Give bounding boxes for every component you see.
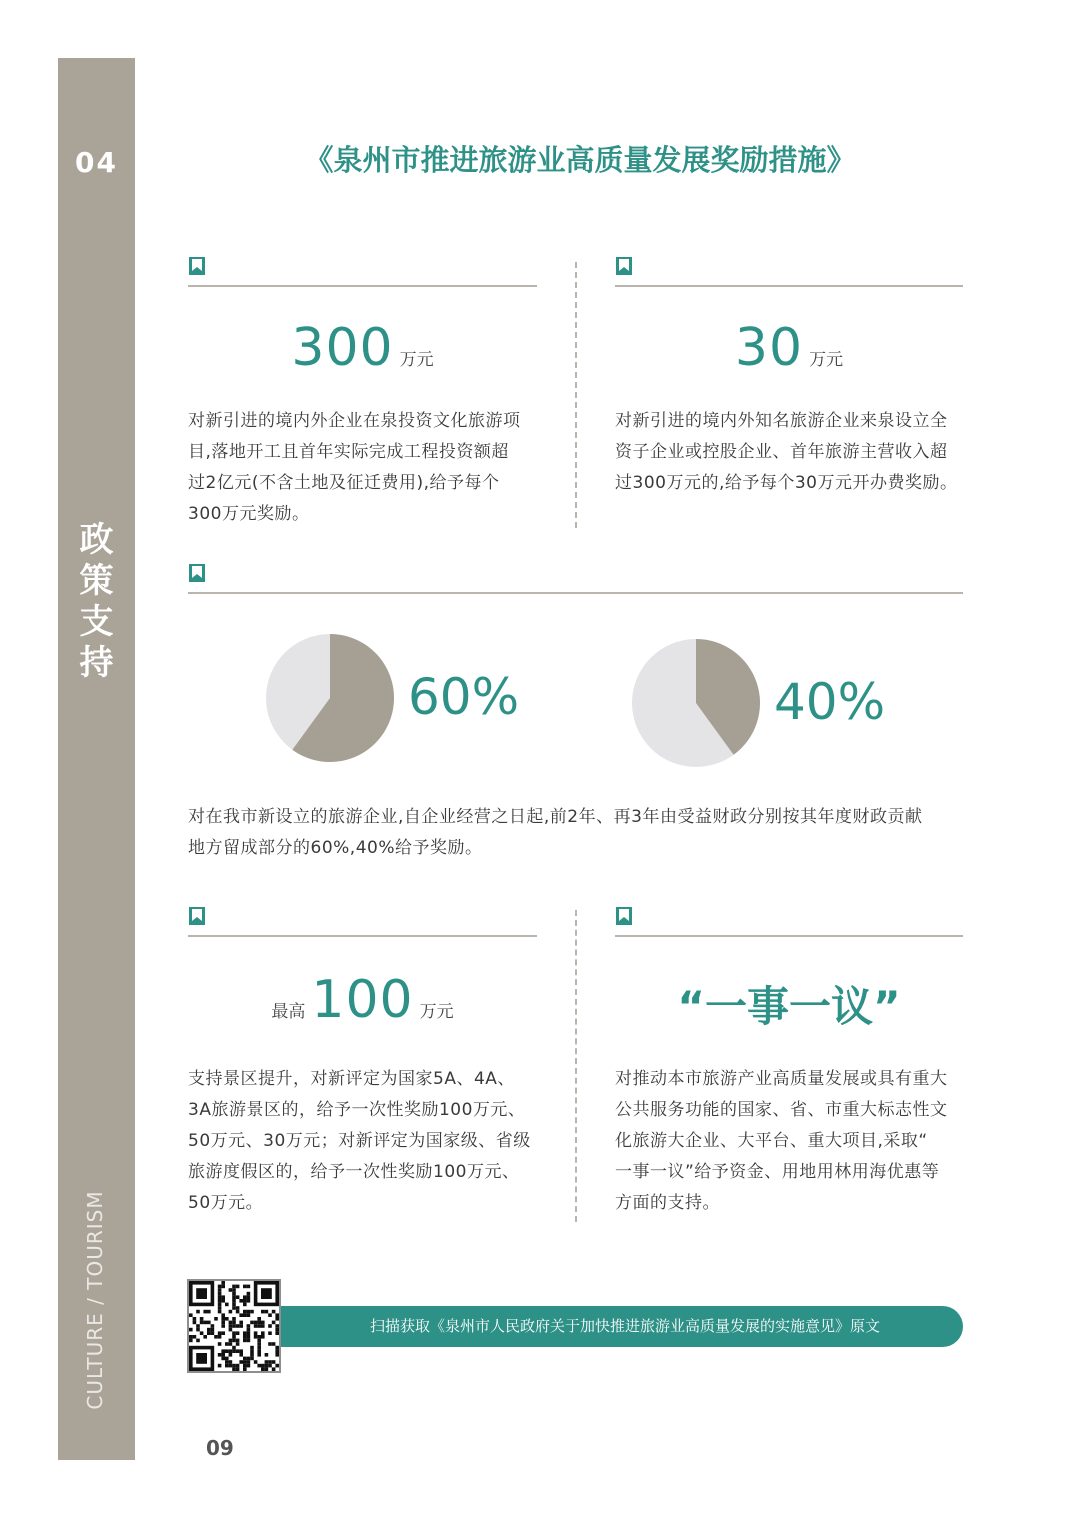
qr-module bbox=[265, 1353, 269, 1357]
qr-module bbox=[218, 1335, 222, 1339]
qr-module bbox=[196, 1310, 200, 1314]
qr-module bbox=[200, 1321, 204, 1325]
qr-module bbox=[236, 1331, 240, 1335]
qr-module bbox=[229, 1310, 233, 1314]
qr-module bbox=[257, 1342, 261, 1346]
qr-module bbox=[247, 1335, 251, 1339]
qr-module bbox=[218, 1292, 222, 1296]
qr-module bbox=[229, 1339, 233, 1343]
qr-module bbox=[265, 1367, 269, 1371]
qr-module bbox=[250, 1353, 254, 1357]
qr-module bbox=[229, 1321, 233, 1325]
qr-module bbox=[275, 1313, 279, 1317]
qr-module bbox=[229, 1349, 233, 1353]
qr-module bbox=[268, 1324, 272, 1328]
qr-module bbox=[221, 1324, 225, 1328]
qr-module bbox=[225, 1360, 229, 1364]
qr-module bbox=[236, 1367, 240, 1371]
qr-module bbox=[214, 1317, 218, 1321]
qr-module bbox=[232, 1317, 236, 1321]
qr-module bbox=[254, 1331, 258, 1335]
pie-b-label: 40% bbox=[774, 673, 886, 731]
column-divider bbox=[575, 262, 577, 528]
qr-module bbox=[207, 1310, 211, 1314]
s2-unit: 万元 bbox=[809, 350, 844, 370]
qr-module bbox=[239, 1353, 243, 1357]
qr-module bbox=[261, 1288, 272, 1299]
qr-code-pattern bbox=[189, 1281, 279, 1371]
text-line: 公共服务功能的国家、省、市重大标志性文 bbox=[615, 1100, 948, 1120]
s3-description bbox=[188, 802, 978, 864]
qr-module bbox=[239, 1349, 243, 1353]
qr-module bbox=[243, 1367, 247, 1371]
text-line: 3A旅游景区的，给予一次性奖励100万元、 bbox=[188, 1100, 526, 1120]
qr-module bbox=[221, 1353, 225, 1357]
qr-module bbox=[239, 1324, 243, 1328]
section-rule bbox=[188, 285, 537, 287]
qr-module bbox=[232, 1285, 236, 1289]
qr-module bbox=[203, 1335, 207, 1339]
qr-module bbox=[218, 1295, 222, 1299]
qr-module bbox=[236, 1306, 240, 1310]
qr-module bbox=[247, 1292, 251, 1296]
qr-module bbox=[268, 1342, 272, 1346]
qr-module bbox=[268, 1331, 272, 1335]
text-line: 对新引进的境内外企业在泉投资文化旅游项 bbox=[188, 411, 521, 431]
qr-module bbox=[221, 1313, 225, 1317]
qr-module bbox=[239, 1321, 243, 1325]
qr-module bbox=[193, 1317, 197, 1321]
bookmark-icon bbox=[615, 906, 633, 926]
page-title: 《泉州市推进旅游业高质量发展奖励措施》 bbox=[304, 143, 856, 177]
qr-module bbox=[254, 1360, 258, 1364]
qr-module bbox=[247, 1364, 251, 1368]
qr-module bbox=[225, 1342, 229, 1346]
qr-module bbox=[236, 1342, 240, 1346]
qr-module bbox=[225, 1364, 229, 1368]
sidebar-title-char: 持 bbox=[79, 643, 114, 683]
qr-module bbox=[257, 1346, 261, 1350]
sidebar-english-label: CULTURE / TOURISM bbox=[83, 1190, 107, 1410]
qr-module bbox=[200, 1317, 204, 1321]
qr-module bbox=[243, 1313, 247, 1317]
qr-module bbox=[225, 1357, 229, 1361]
qr-module bbox=[272, 1367, 276, 1371]
qr-module bbox=[261, 1367, 265, 1371]
qr-module bbox=[221, 1317, 225, 1321]
qr-module bbox=[243, 1331, 247, 1335]
s5-description bbox=[615, 1064, 975, 1219]
qr-module bbox=[211, 1328, 215, 1332]
qr-module bbox=[229, 1364, 233, 1368]
qr-module bbox=[239, 1313, 243, 1317]
qr-module bbox=[211, 1331, 215, 1335]
qr-module bbox=[225, 1317, 229, 1321]
qr-module bbox=[232, 1324, 236, 1328]
qr-code[interactable] bbox=[187, 1279, 281, 1373]
text-line: 方面的支持。 bbox=[615, 1193, 720, 1213]
qr-module bbox=[247, 1357, 251, 1361]
qr-module bbox=[221, 1285, 225, 1289]
qr-module bbox=[243, 1357, 247, 1361]
qr-module bbox=[243, 1339, 247, 1343]
qr-module bbox=[272, 1321, 276, 1325]
qr-module bbox=[247, 1295, 251, 1299]
s4-figure bbox=[188, 970, 537, 1030]
qr-module bbox=[243, 1299, 247, 1303]
text-line: 50万元。 bbox=[188, 1193, 264, 1213]
qr-module bbox=[196, 1328, 200, 1332]
qr-module bbox=[232, 1367, 236, 1371]
qr-module bbox=[236, 1295, 240, 1299]
bookmark-icon bbox=[188, 563, 206, 583]
qr-module bbox=[268, 1364, 272, 1368]
qr-module bbox=[272, 1342, 276, 1346]
qr-module bbox=[243, 1295, 247, 1299]
qr-module bbox=[257, 1349, 261, 1353]
qr-module bbox=[196, 1288, 207, 1299]
bookmark-icon bbox=[188, 906, 206, 926]
qr-module bbox=[254, 1335, 258, 1339]
qr-module bbox=[247, 1339, 251, 1343]
qr-module bbox=[214, 1335, 218, 1339]
qr-module bbox=[261, 1324, 265, 1328]
qr-module bbox=[232, 1346, 236, 1350]
qr-module bbox=[232, 1339, 236, 1343]
qr-module bbox=[218, 1331, 222, 1335]
sidebar-title-char: 支 bbox=[79, 602, 114, 642]
qr-module bbox=[268, 1313, 272, 1317]
qr-module bbox=[189, 1335, 193, 1339]
text-line: 一事一议”给予资金、用地用林用海优惠等 bbox=[615, 1162, 940, 1182]
text-line: 过300万元的,给予每个30万元开办费奖励。 bbox=[615, 473, 958, 493]
text-line: 50万元、30万元；对新评定为国家级、省级 bbox=[188, 1131, 531, 1151]
qr-module bbox=[218, 1342, 222, 1346]
qr-module bbox=[236, 1339, 240, 1343]
qr-module bbox=[261, 1321, 265, 1325]
qr-module bbox=[236, 1285, 240, 1289]
qr-module bbox=[261, 1331, 265, 1335]
s5-figure bbox=[615, 974, 963, 1034]
qr-module bbox=[221, 1281, 225, 1285]
qr-module bbox=[243, 1360, 247, 1364]
qr-module bbox=[196, 1324, 200, 1328]
column-divider bbox=[575, 910, 577, 1222]
qr-module bbox=[272, 1360, 276, 1364]
pie-chart-40 bbox=[632, 639, 760, 767]
qr-module bbox=[232, 1321, 236, 1325]
bookmark-icon bbox=[188, 256, 206, 276]
qr-module bbox=[243, 1285, 247, 1289]
qr-module bbox=[247, 1313, 251, 1317]
qr-module bbox=[236, 1364, 240, 1368]
qr-module bbox=[229, 1353, 233, 1357]
qr-module bbox=[275, 1324, 279, 1328]
text-line: 资子企业或控股企业、首年旅游主营收入超 bbox=[615, 442, 948, 462]
qr-module bbox=[207, 1328, 211, 1332]
qr-module bbox=[218, 1299, 222, 1303]
qr-module bbox=[254, 1321, 258, 1325]
qr-module bbox=[232, 1349, 236, 1353]
bookmark-icon bbox=[615, 256, 633, 276]
qr-module bbox=[221, 1295, 225, 1299]
qr-module bbox=[265, 1360, 269, 1364]
qr-module bbox=[229, 1342, 233, 1346]
s2-value: 30 bbox=[734, 318, 804, 378]
qr-module bbox=[229, 1324, 233, 1328]
qr-module bbox=[218, 1285, 222, 1289]
qr-module bbox=[232, 1303, 236, 1307]
qr-module bbox=[232, 1331, 236, 1335]
qr-module bbox=[243, 1335, 247, 1339]
qr-module bbox=[257, 1324, 261, 1328]
qr-module bbox=[221, 1321, 225, 1325]
s1-unit: 万元 bbox=[399, 350, 434, 370]
qr-module bbox=[275, 1349, 279, 1353]
qr-module bbox=[261, 1310, 265, 1314]
qr-module bbox=[232, 1295, 236, 1299]
qr-module bbox=[275, 1328, 279, 1332]
qr-module bbox=[250, 1346, 254, 1350]
sidebar-title bbox=[58, 520, 135, 684]
sidebar-title-char: 策 bbox=[79, 561, 114, 601]
qr-module bbox=[218, 1310, 222, 1314]
qr-module bbox=[196, 1339, 200, 1343]
qr-module bbox=[232, 1364, 236, 1368]
text-line: 对新引进的境内外知名旅游企业来泉设立全 bbox=[615, 411, 948, 431]
qr-module bbox=[218, 1353, 222, 1357]
s2-figure bbox=[615, 318, 963, 378]
qr-module bbox=[196, 1353, 207, 1364]
s4-value: 100 bbox=[311, 970, 414, 1030]
text-line: 目,落地开工且首年实际完成工程投资额超 bbox=[188, 442, 509, 462]
section-rule bbox=[188, 935, 537, 937]
qr-module bbox=[261, 1335, 265, 1339]
qr-module bbox=[218, 1306, 222, 1310]
sidebar-title-char: 政 bbox=[79, 520, 114, 560]
scan-banner[interactable]: 扫描获取《泉州市人民政府关于加快推进旅游业高质量发展的实施意见》原文 bbox=[281, 1306, 963, 1347]
qr-module bbox=[257, 1321, 261, 1325]
qr-module bbox=[247, 1328, 251, 1332]
qr-module bbox=[275, 1331, 279, 1335]
section-number: 04 bbox=[75, 146, 118, 179]
qr-module bbox=[265, 1310, 269, 1314]
qr-module bbox=[247, 1360, 251, 1364]
qr-module bbox=[243, 1303, 247, 1307]
qr-module bbox=[232, 1288, 236, 1292]
qr-module bbox=[189, 1328, 193, 1332]
qr-module bbox=[203, 1321, 207, 1325]
qr-module bbox=[257, 1353, 261, 1357]
s4-description bbox=[188, 1064, 548, 1219]
qr-module bbox=[254, 1324, 258, 1328]
text-line: 过2亿元(不含土地及征迁费用),给予每个 bbox=[188, 473, 500, 493]
qr-module bbox=[236, 1324, 240, 1328]
qr-module bbox=[250, 1321, 254, 1325]
qr-module bbox=[221, 1349, 225, 1353]
qr-module bbox=[193, 1321, 197, 1325]
qr-module bbox=[247, 1285, 251, 1289]
s4-unit: 万元 bbox=[419, 1002, 454, 1022]
qr-module bbox=[247, 1324, 251, 1328]
text-line: 化旅游大企业、大平台、重大项目,采取“ bbox=[615, 1131, 928, 1151]
section-rule bbox=[615, 935, 963, 937]
qr-module bbox=[218, 1288, 222, 1292]
s1-value: 300 bbox=[291, 318, 394, 378]
text-line: 对在我市新设立的旅游企业,自企业经营之日起,前2年、再3年由受益财政分别按其年度财政贡献 bbox=[188, 807, 923, 827]
qr-module bbox=[247, 1331, 251, 1335]
qr-module bbox=[189, 1339, 193, 1343]
text-line: 旅游度假区的，给予一次性奖励100万元、 bbox=[188, 1162, 520, 1182]
s1-description bbox=[188, 406, 548, 530]
qr-module bbox=[218, 1364, 222, 1368]
s5-headline: “一事一议” bbox=[677, 982, 901, 1031]
qr-module bbox=[275, 1364, 279, 1368]
qr-module bbox=[250, 1310, 254, 1314]
text-line: 300万元奖励。 bbox=[188, 504, 310, 524]
qr-module bbox=[211, 1324, 215, 1328]
text-line: 对推动本市旅游产业高质量发展或具有重大 bbox=[615, 1069, 948, 1089]
section-rule bbox=[188, 592, 963, 594]
qr-module bbox=[232, 1335, 236, 1339]
qr-module bbox=[221, 1357, 225, 1361]
s4-prefix: 最高 bbox=[271, 1002, 306, 1022]
qr-module bbox=[207, 1321, 211, 1325]
qr-module bbox=[236, 1349, 240, 1353]
qr-module bbox=[257, 1317, 261, 1321]
qr-module bbox=[257, 1364, 261, 1368]
qr-module bbox=[193, 1335, 197, 1339]
qr-module bbox=[265, 1364, 269, 1368]
qr-module bbox=[250, 1357, 254, 1361]
s2-description bbox=[615, 406, 975, 499]
text-line: 地方留成部分的60%,40%给予奖励。 bbox=[188, 838, 483, 858]
qr-module bbox=[207, 1331, 211, 1335]
qr-module bbox=[257, 1339, 261, 1343]
page-number: 09 bbox=[206, 1436, 234, 1460]
qr-module bbox=[200, 1331, 204, 1335]
qr-module bbox=[203, 1310, 207, 1314]
qr-module bbox=[221, 1331, 225, 1335]
pie-a-label: 60% bbox=[408, 668, 520, 726]
qr-module bbox=[257, 1335, 261, 1339]
qr-module bbox=[239, 1299, 243, 1303]
qr-module bbox=[268, 1360, 272, 1364]
qr-module bbox=[275, 1346, 279, 1350]
qr-module bbox=[243, 1364, 247, 1368]
text-line: 支持景区提升，对新评定为国家5A、4A、 bbox=[188, 1069, 515, 1089]
qr-module bbox=[189, 1313, 193, 1317]
qr-module bbox=[221, 1299, 225, 1303]
qr-module bbox=[261, 1364, 265, 1368]
qr-module bbox=[275, 1353, 279, 1357]
qr-module bbox=[229, 1328, 233, 1332]
qr-module bbox=[232, 1292, 236, 1296]
qr-module bbox=[218, 1303, 222, 1307]
qr-module bbox=[232, 1306, 236, 1310]
qr-module bbox=[225, 1303, 229, 1307]
qr-module bbox=[272, 1310, 276, 1314]
qr-module bbox=[250, 1349, 254, 1353]
qr-module bbox=[243, 1310, 247, 1314]
qr-module bbox=[275, 1317, 279, 1321]
qr-module bbox=[232, 1299, 236, 1303]
qr-module bbox=[225, 1349, 229, 1353]
s1-figure bbox=[188, 318, 537, 378]
qr-module bbox=[239, 1360, 243, 1364]
qr-module bbox=[247, 1299, 251, 1303]
pie-chart-60 bbox=[266, 634, 394, 762]
qr-module bbox=[229, 1288, 233, 1292]
section-rule bbox=[615, 285, 963, 287]
qr-module bbox=[229, 1360, 233, 1364]
qr-module bbox=[236, 1310, 240, 1314]
qr-module bbox=[247, 1310, 251, 1314]
